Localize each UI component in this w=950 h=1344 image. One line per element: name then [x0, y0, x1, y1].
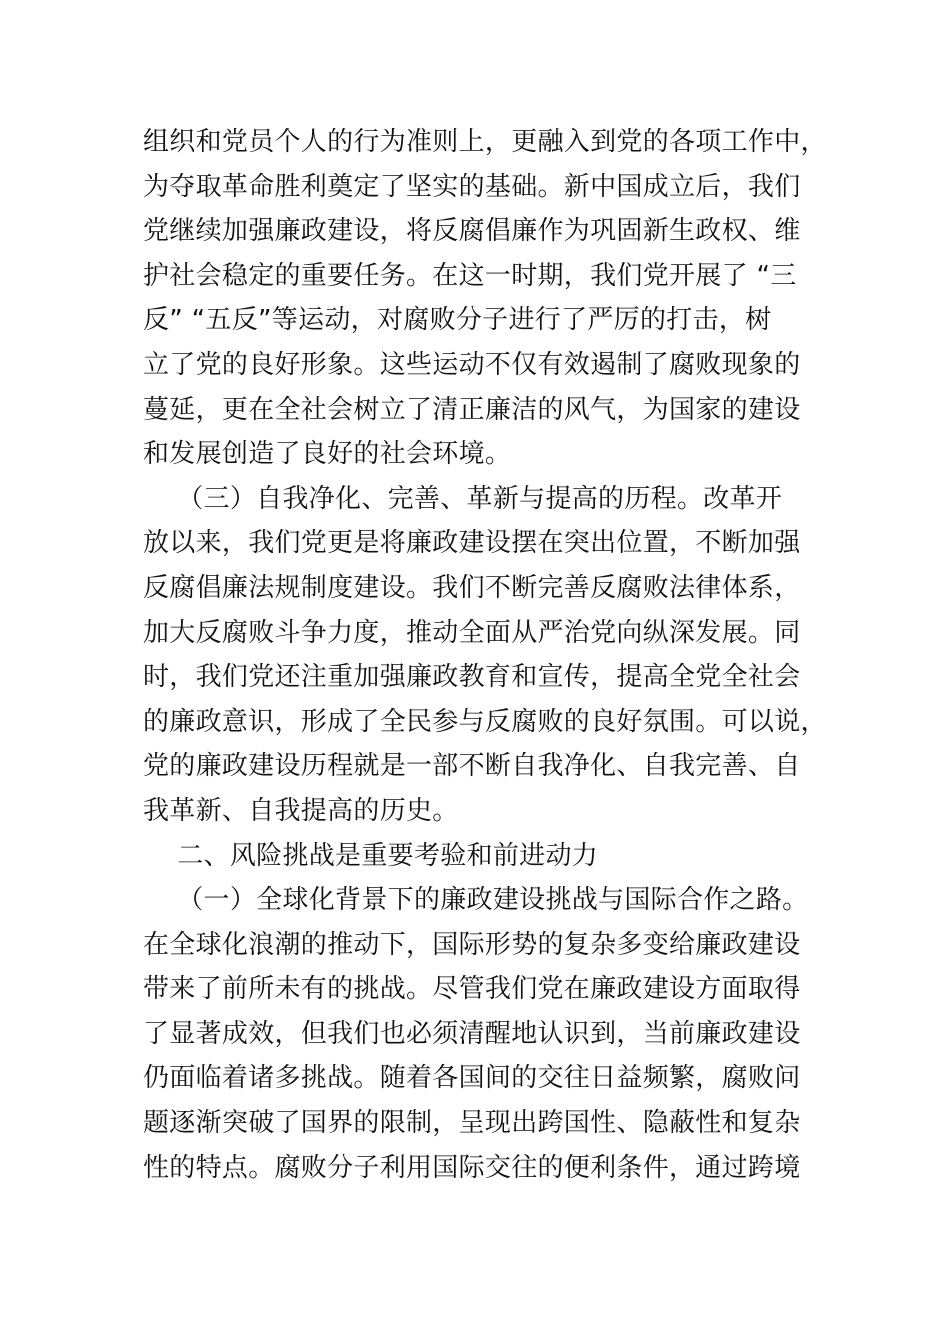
text-line: 反腐倡廉法规制度建设。我们不断完善反腐败法律体系， [143, 572, 801, 603]
text-line: 性的特点。腐败分子利用国际交往的便利条件，通过跨境 [143, 1152, 801, 1183]
text-line: 放以来，我们党更是将廉政建设摆在突出位置，不断加强 [143, 528, 801, 559]
text-line: 的廉政意识，形成了全民参与反腐败的良好氛围。可以说， [143, 706, 827, 737]
text-line: 在全球化浪潮的推动下，国际形势的复杂多变给廉政建设 [143, 929, 801, 960]
body-text [143, 120, 827, 1190]
text-line: 带来了前所未有的挑战。尽管我们党在廉政建设方面取得 [143, 974, 801, 1005]
text-line: 题逐渐突破了国界的限制，呈现出跨国性、隐蔽性和复杂 [143, 1108, 801, 1139]
text-line: 加大反腐败斗争力度，推动全面从严治党向纵深发展。同 [143, 617, 801, 648]
subsection-heading-line: （一）全球化背景下的廉政建设挑战与国际合作之路。 [143, 885, 809, 916]
section-heading: 二、风险挑战是重要考验和前进动力 [143, 840, 599, 871]
text-line: 蔓延，更在全社会树立了清正廉洁的风气，为国家的建设 [143, 394, 801, 425]
section-heading-line: （三）自我净化、完善、革新与提高的历程。改革开 [143, 483, 783, 514]
text-line: 组织和党员个人的行为准则上，更融入到党的各项工作中， [143, 127, 827, 157]
text-line: 仍面临着诸多挑战。随着各国间的交往日益频繁，腐败问 [143, 1063, 801, 1094]
text-line: 护社会稳定的重要任务。在这一时期，我们党开展了 “三 [143, 260, 797, 291]
text-line: 为夺取革命胜利奠定了坚实的基础。新中国成立后，我们 [143, 171, 801, 202]
text-line: 和发展创造了良好的社会环境。 [143, 439, 512, 470]
text-line: 党的廉政建设历程就是一部不断自我净化、自我完善、自 [143, 751, 801, 782]
text-line: 立了党的良好形象。这些运动不仅有效遏制了腐败现象的 [143, 349, 801, 380]
text-line: 我革新、自我提高的历史。 [143, 795, 459, 826]
text-line: 党继续加强廉政建设，将反腐倡廉作为巩固新生政权、维 [143, 216, 801, 247]
text-line: 反” “五反”等运动，对腐败分子进行了严厉的打击，树 [143, 305, 772, 336]
text-line: 了显著成效，但我们也必须清醒地认识到，当前廉政建设 [143, 1018, 801, 1049]
text-line: 时，我们党还注重加强廉政教育和宣传，提高全党全社会 [143, 662, 801, 693]
